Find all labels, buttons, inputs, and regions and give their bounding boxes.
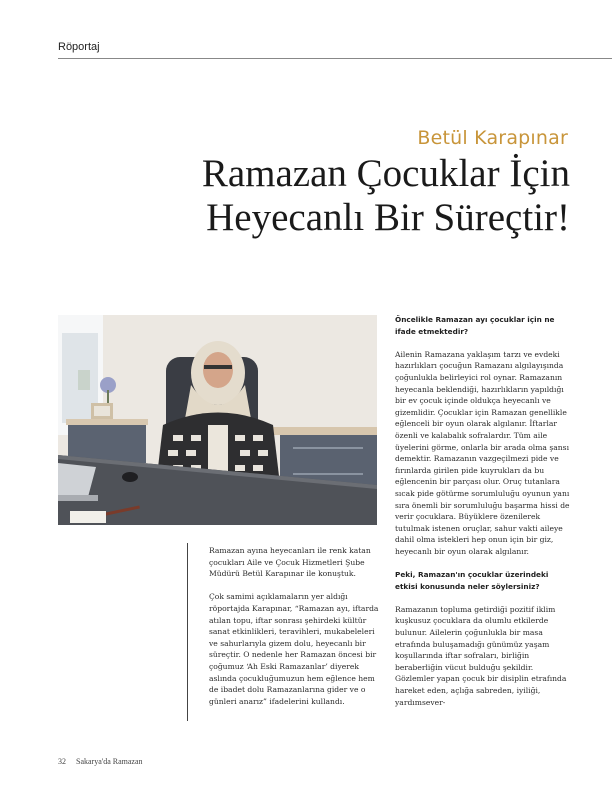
publication-name: Sakarya'da Ramazan <box>76 757 143 766</box>
answer-1: Ailenin Ramazana yaklaşım tarzı ve evdeki hazırlıkları çocuğun Ramazanı algılayışında çoğunlukla belirleyici rol oynar. Ramazanın heyecanla beklendiği, hazırlıkların yapıldığı bir ev çocuk içinde oldukça heyecanlı ve gizemlidir. Çocuklar için Ramazan genellikle eğlenceli bir oyun olarak algılanır. İftarlar özenli ve kalabalık sofralardır. Tüm aile üyelerini görme, onlarla bir arada olma şansı demektir. Ramazanın vazgeçilmezi pide ve fırınlarda girilen pide kuyrukları da bu eğlencenin bir parçası olur. Oruç tutanlara sıcak pide götürme sorumluluğu oyunun yanı sıra önemli bir sorumluluğu başarma hissi de verir çocuklara. Büyüklere özenilerek tutulmak istenen oruçlar, sahur vakti aileye dahil olma istekleri hep onun için bir giz, heyecanlı bir oyun olarak algılanır. <box>395 349 570 556</box>
author-name: Betül Karapınar <box>417 127 568 149</box>
intro-column <box>209 545 379 719</box>
office-scene-illustration <box>58 315 377 525</box>
intro-accent-line <box>187 543 188 721</box>
title-line-1: Ramazan Çocuklar İçin <box>201 152 570 195</box>
question-2: Peki, Ramazan'ın çocuklar üzerindeki etkisi konusunda neler söylersiniz? <box>395 570 549 591</box>
intro-paragraph-2: Çok samimi açıklamaların yer aldığı röportajda Karapınar, “Ramazan ayı, iftarda atılan topu, iftar sonrası şehirdeki kültür sanat etkinlikleri, teravihleri, mukabeleleri ve sahurlarıyla gizem dolu, heyecanlı bir süreçtir. O nedenle her Ramazan öncesi bir çoğumuz ‘Ah Eski Ramazanlar’ diyerek aslında çocukluğumuzun hem eğlence hem de ibadet dolu Ramazanlarına gider ve o günleri anarız” ifadelerini kullandı. <box>209 592 379 706</box>
interview-photo <box>58 315 377 525</box>
section-label: Röportaj <box>58 41 100 53</box>
interview-column <box>395 314 573 720</box>
intro-paragraph-1: Ramazan ayına heyecanları ile renk katan çocukları Aile ve Çocuk Hizmetleri Şube Müdürü Betül Karapınar ile konuştuk. <box>209 546 371 579</box>
article-title <box>70 152 570 240</box>
page-footer <box>58 757 151 766</box>
question-1: Öncelikle Ramazan ayı çocuklar için ne ifade etmektedir? <box>395 315 555 336</box>
page-number: 32 <box>58 757 66 766</box>
answer-2: Ramazanın topluma getirdiği pozitif iklim kuşkusuz çocuklara da olumlu etkilerde bulunur. Ailelerin çoğunlukla bir masa etrafında buluşamadığı günümüz yaşam koşullarında iftar sofraları, birliğin beraberliğin vücut bulduğu şekildir. Gözlemler yapan çocuk bir disiplin etrafında hareket eden, açlığa sabreden, iyiliği, yardımsever- <box>395 604 567 707</box>
title-line-2: Heyecanlı Bir Süreçtir! <box>206 196 570 239</box>
header-divider <box>58 58 612 59</box>
